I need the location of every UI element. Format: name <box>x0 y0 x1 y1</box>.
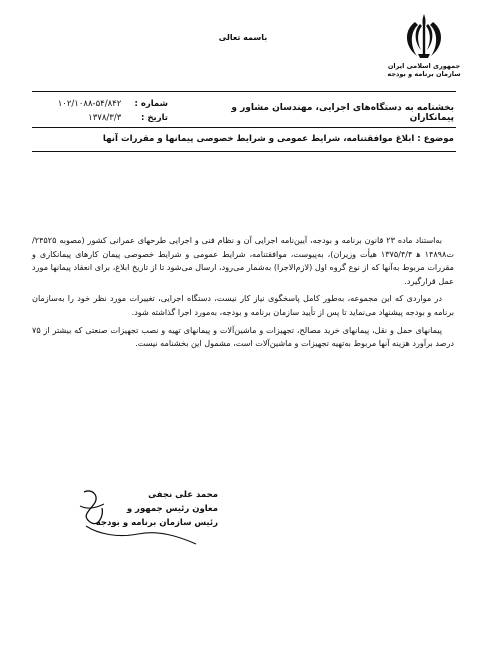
number-label: شماره : <box>134 99 168 109</box>
body-paragraph: به‌استناد ماده ۲۳ قانون برنامه و بودجه، آیین‌نامه اجرایی آن و نظام فنی و اجرایی طرحهای عمرانی کشور (مصوبه ۲۴۵۲۵/ت۱۴۸۹۸ ه‍ ۱۳۷۵/۴/۴ هیأت وزیران)، به‌پیوست، موافقتنامه، شرایط عمومی و شرایط خصوصی پیمان کارهای پیمانکاری و مقررات مربوط به‌آنها که از نوع گروه اول (لازم‌الاجرا) به‌شمار می‌رود، ارسال می‌شود تا از تاریخ ابلاغ، برای انعقاد پیمانها مورد عمل قرارگیرد. <box>32 235 454 286</box>
subject-line: موضوع : ابلاغ موافقتنامه، شرایط عمومی و شرایط خصوصی پیمانها و مقررات آنها <box>102 134 454 144</box>
date-label: تاریخ : <box>141 113 168 123</box>
letter-body <box>32 234 454 355</box>
organization-name <box>372 62 476 78</box>
org-line: جمهوری اسلامی ایران <box>387 62 461 70</box>
date-row <box>38 111 168 125</box>
circular-title: بخشنامه به دستگاه‌های اجرایی، مهندسان مشاور و پیمانکاران <box>231 103 454 123</box>
top-rule <box>32 91 456 92</box>
number-value: ۱۰۲/۱۰۸۸-۵۴/۸۴۲ <box>57 99 122 109</box>
signatory-title: رئیس سازمان برنامه و بودجه <box>95 518 218 528</box>
signatory-title: معاون رئیس جمهور و <box>126 504 218 514</box>
subject-rule <box>32 151 456 152</box>
date-value: ۱۳۷۸/۳/۳ <box>88 113 122 123</box>
body-paragraph: پیمانهای حمل و نقل، پیمانهای خرید مصالح، تجهیزات و ماشین‌آلات و پیمانهای تهیه و نصب تجهیزات صنعتی که بیشتر از ۷۵ درصد برآورد هزینه آنها مربوط به‌تهیه تجهیزات و ماشین‌آلات است، مشمول این بخشنامه نیست. <box>32 324 454 349</box>
number-row <box>38 97 168 111</box>
body-paragraph: در مواردی که این مجموعه، به‌طور کامل پاسخگوی نیاز کار نیست، دستگاه اجرایی، تغییرات مورد نظر خود را به‌سازمان برنامه و بودجه پیشنهاد می‌نماید تا پس از تأیید سازمان برنامه و بودجه، به‌مورد اجرا گذاشته شود. <box>32 293 454 317</box>
bismillah-heading: باسمه تعالی <box>218 33 268 42</box>
org-line: سازمان برنامه و بودجه <box>387 70 461 78</box>
reference-block <box>38 97 168 125</box>
signatory-text <box>88 488 218 530</box>
signature-block <box>78 486 218 552</box>
signatory-name: محمد علی نجفی <box>148 490 218 500</box>
iran-emblem-icon <box>392 10 456 62</box>
middle-rule <box>32 127 456 128</box>
